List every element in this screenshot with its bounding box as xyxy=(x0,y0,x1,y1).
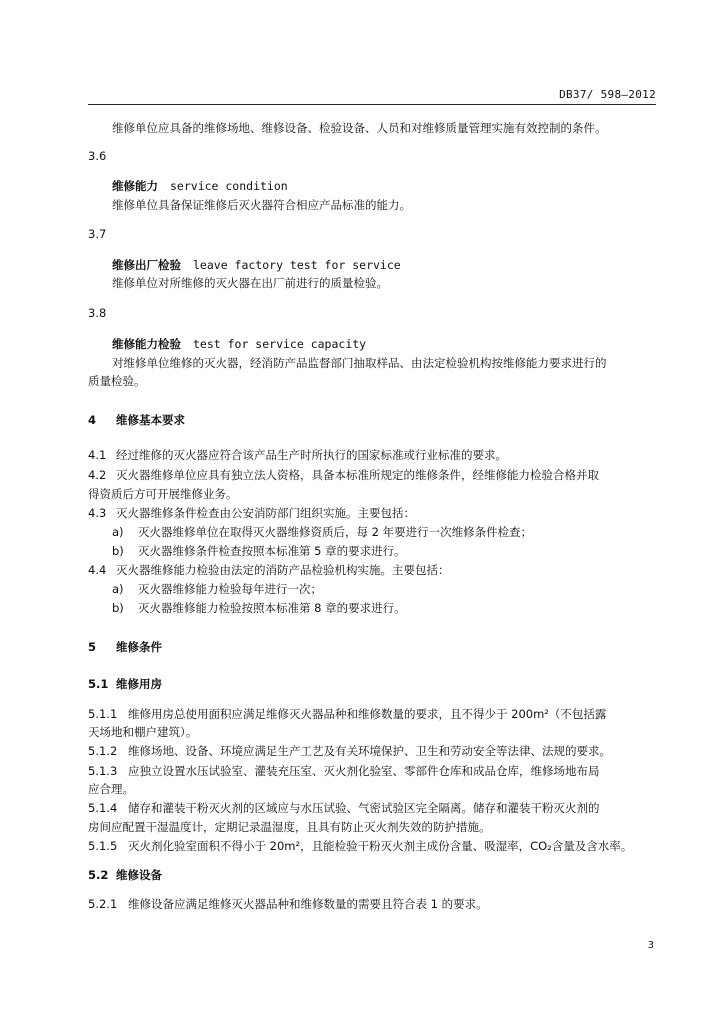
clause-line: 5.2.1 维修设备应满足维修灭火器品种和维修数量的需要且符合表 1 的要求。 xyxy=(88,897,488,911)
section-heading: 5.1 维修用房 xyxy=(88,677,162,691)
clause-line: 4.3 灭火器维修条件检查由公安消防部门组织实施。主要包括： xyxy=(88,506,415,520)
paragraph-line: 天场地和棚户建筑）。 xyxy=(88,725,198,739)
term-zh: 维修能力 xyxy=(112,179,158,193)
clause-number: 3.7 xyxy=(88,227,107,241)
chapter-heading: 4 维修基本要求 xyxy=(88,413,185,427)
paragraph-line: 得资质后方可开展维修业务。 xyxy=(88,487,238,501)
term-en: test for service capacity xyxy=(193,337,367,351)
clause-line: 4.4 灭火器维修能力检验由法定的消防产品检验机构实施。主要包括： xyxy=(88,563,450,577)
paragraph-line: 对维修单位维修的灭火器，经消防产品监督部门抽取样品、由法定检验机构按维修能力要求进行的 xyxy=(112,356,607,370)
paragraph-line: 房间应配置干湿温度计，定期记录温湿度，且具有防止灭火剂失效的防护措施。 xyxy=(88,820,491,834)
term-zh: 维修出厂检验 xyxy=(112,258,181,272)
clause-line: 5.1.2 维修场地、设备、环境应满足生产工艺及有关环境保护、卫生和劳动安全等法律、法规的要求。 xyxy=(88,744,611,758)
list-item: a) 灭火器维修能力检验每年进行一次； xyxy=(112,582,322,596)
clause-line: 5.1.5 灭火剂化验室面积不得小于 20m²，且能检验干粉灭火剂主成份含量、吸湿率，CO₂含量及含水率。 xyxy=(88,839,633,853)
paragraph-line: 应合理。 xyxy=(88,782,134,796)
term-en: leave factory test for service xyxy=(193,258,401,272)
term-line xyxy=(112,336,366,352)
chapter-heading: 5 维修条件 xyxy=(88,640,162,654)
term-line xyxy=(112,178,288,194)
clause-line: 4.1 经过维修的灭火器应符合该产品生产时所执行的国家标准或行业标准的要求。 xyxy=(88,448,507,462)
paragraph-line: 维修单位对所维修的灭火器在出厂前进行的质量检验。 xyxy=(112,276,388,290)
paragraph-line: 维修单位具备保证维修后灭火器符合相应产品标准的能力。 xyxy=(112,198,411,212)
clause-number: 3.6 xyxy=(88,149,107,163)
page-number: 3 xyxy=(647,940,654,951)
list-item: b) 灭火器维修能力检验按照本标准第 8 章的要求进行。 xyxy=(112,601,406,615)
paragraph-line: 维修单位应具备的维修场地、维修设备、检验设备、人员和对维修质量管理实施有效控制的条件。 xyxy=(112,121,607,135)
clause-line: 5.1.3 应独立设置水压试验室、灌装充压室、灭火剂化验室、零部件仓库和成品仓库，维修场地布局 xyxy=(88,764,600,778)
clause-line: 4.2 灭火器维修单位应具有独立法人资格，具备本标准所规定的维修条件，经维修能力检验合格并取 xyxy=(88,468,599,482)
term-zh: 维修能力检验 xyxy=(112,337,181,351)
list-item: a) 灭火器维修单位在取得灭火器维修资质后，每 2 年要进行一次维修条件检查； xyxy=(112,525,533,539)
clause-line: 5.1.4 储存和灌装干粉灭火剂的区域应与水压试验、气密试验区完全隔离。储存和灌装干粉灭火剂的 xyxy=(88,801,600,815)
header-rule xyxy=(88,104,656,105)
clause-number: 3.8 xyxy=(88,306,107,320)
term-line xyxy=(112,257,401,273)
standard-code: DB37/ 598—2012 xyxy=(559,88,656,101)
paragraph-line: 质量检验。 xyxy=(88,374,146,388)
section-heading: 5.2 维修设备 xyxy=(88,868,162,882)
clause-line: 5.1.1 维修用房总使用面积应满足维修灭火器品种和维修数量的要求，且不得少于 200m²（不包括露 xyxy=(88,707,607,721)
term-en: service condition xyxy=(170,179,288,193)
list-item: b) 灭火器维修条件检查按照本标准第 5 章的要求进行。 xyxy=(112,544,406,558)
